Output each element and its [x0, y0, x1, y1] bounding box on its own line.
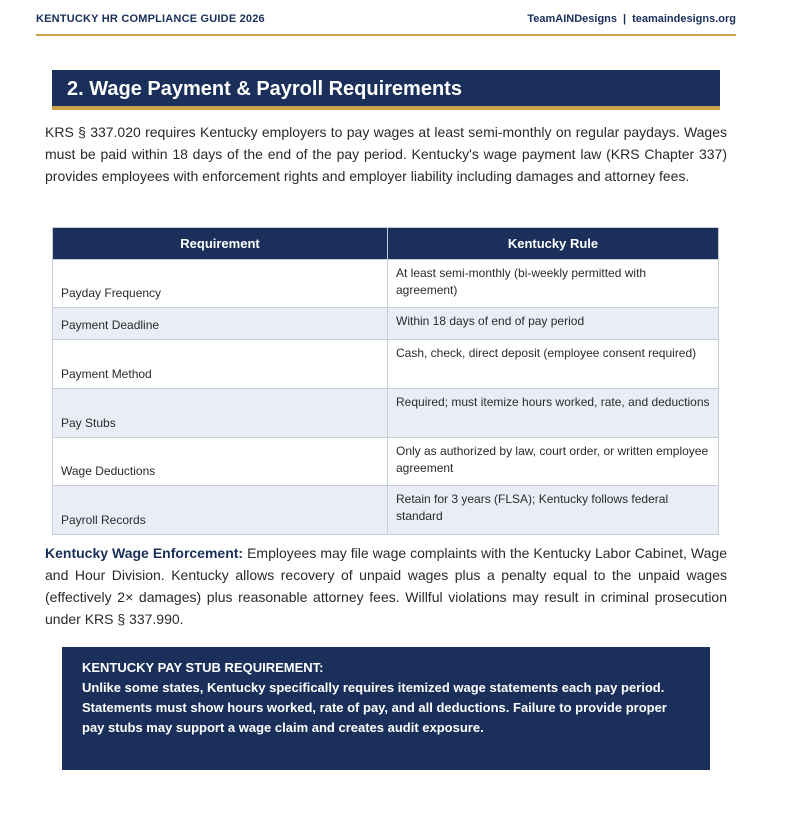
table-row	[53, 438, 719, 486]
enforcement-text: Employees may file wage complaints with the Kentucky Labor Cabinet, Wage and Hour Division. Kentucky allows recovery of unpaid wages plus a penalty equal to the unpaid wages (effectively 2× damages) plus reasonable attorney fees. Willful violations may result in criminal prosecution under KRS § 337.990.	[45, 545, 727, 627]
callout-line-2: Statements must show hours worked, rate of pay, and all deductions. Failure to provide proper pay stubs may support a wage claim and creates audit exposure.	[82, 700, 667, 735]
requirement-cell: Payment Deadline	[53, 308, 388, 340]
site-link[interactable]: teamaindesigns.org	[632, 13, 736, 25]
requirement-cell: Payday Frequency	[53, 260, 388, 308]
intro-paragraph: KRS § 337.020 requires Kentucky employers to pay wages at least semi-monthly on regular paydays. Wages must be paid within 18 days of the end of the pay period. Kentucky's wage payment law (KRS Chapter 337) provides employees with enforcement rights and employer liability including damages and attorney fees.	[45, 124, 727, 184]
enforcement-label: Kentucky Wage Enforcement:	[45, 545, 244, 561]
section-heading-bar	[52, 70, 720, 110]
requirements-table	[52, 227, 719, 535]
table-row	[53, 340, 719, 389]
table-row	[53, 260, 719, 308]
table-row	[53, 308, 719, 340]
rule-cell: Within 18 days of end of pay period	[388, 308, 719, 340]
header-separator: |	[623, 13, 627, 25]
requirement-cell: Payment Method	[53, 340, 388, 389]
guide-title: KENTUCKY HR COMPLIANCE GUIDE 2026	[36, 13, 265, 25]
requirement-cell: Pay Stubs	[53, 389, 388, 438]
header-brand-block	[527, 13, 736, 25]
rule-cell: Retain for 3 years (FLSA); Kentucky follows federal standard	[388, 486, 719, 535]
rule-cell: Required; must itemize hours worked, rate, and deductions	[388, 389, 719, 438]
column-header-kentucky-rule: Kentucky Rule	[388, 228, 719, 260]
table-row	[53, 486, 719, 535]
pay-stub-callout	[62, 647, 710, 770]
rule-cell: At least semi-monthly (bi-weekly permitted with agreement)	[388, 260, 719, 308]
rule-cell: Cash, check, direct deposit (employee consent required)	[388, 340, 719, 389]
rule-cell: Only as authorized by law, court order, or written employee agreement	[388, 438, 719, 486]
enforcement-paragraph	[45, 542, 727, 630]
callout-title: KENTUCKY PAY STUB REQUIREMENT:	[82, 660, 324, 675]
column-header-requirement: Requirement	[53, 228, 388, 260]
section-title: 2. Wage Payment & Payroll Requirements	[67, 78, 462, 100]
requirement-cell: Payroll Records	[53, 486, 388, 535]
requirement-cell: Wage Deductions	[53, 438, 388, 486]
page-header	[36, 10, 736, 36]
callout-line-1: Unlike some states, Kentucky specifically requires itemized wage statements each pay period.	[82, 680, 665, 695]
table-header-row	[53, 228, 719, 260]
table-row	[53, 389, 719, 438]
brand-name: TeamAINDesigns	[527, 13, 617, 25]
